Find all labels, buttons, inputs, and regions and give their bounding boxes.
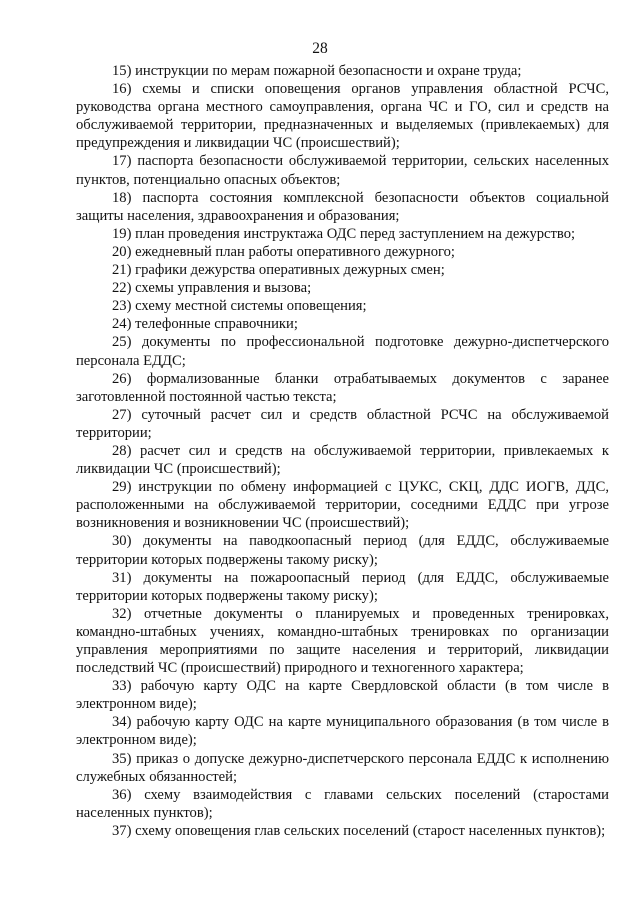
list-item-25: 25) документы по профессиональной подготовке дежурно-диспетчерского персонала ЕДДС; [76, 334, 609, 369]
list-item-19: 19) план проведения инструктажа ОДС перед заступлением на дежурство; [112, 225, 576, 242]
list-item-24: 24) телефонные справочники; [112, 316, 298, 333]
list-item-30: 30) документы на паводкоопасный период (для ЕДДС, обслуживаемые территории которых подвержены такому риску); [76, 533, 609, 568]
list-item-34: 34) рабочую карту ОДС на карте муниципального образования (в том числе в электронном виде); [76, 714, 609, 749]
list-item-29: 29) инструкции по обмену информацией с ЦУКС, СКЦ, ДДС ИОГВ, ДДС, расположенными на обслуживаемой территории, соседними ЕДДС при угрозе возникновения и возникновении ЧС (происшествий); [76, 479, 609, 532]
list-item-23: 23) схему местной системы оповещения; [112, 298, 367, 315]
list-item-17: 17) паспорта безопасности обслуживаемой территории, сельских населенных пунктов, потенциально опасных объектов; [76, 153, 609, 188]
list-item-36: 36) схему взаимодействия с главами сельских поселений (старостами населенных пунктов); [76, 786, 609, 821]
document-body [76, 62, 609, 840]
list-item-16: 16) схемы и списки оповещения органов управления областной РСЧС, руководства органа местного самоуправления, органа ЧС и ГО, сил и средств на обслуживаемой территории, предназначенных и выделяемых (привлекаемых) для предупреждения и ликвидации ЧС (происшествий); [76, 81, 609, 152]
list-item-37: 37) схему оповещения глав сельских поселений (старост населенных пунктов); [112, 822, 606, 839]
list-item-20: 20) ежедневный план работы оперативного дежурного; [112, 243, 455, 260]
page-number: 28 [312, 40, 328, 57]
list-item-26: 26) формализованные бланки отрабатываемых документов с заранее заготовленной постоянной частью текста; [76, 370, 609, 405]
list-item-22: 22) схемы управления и вызова; [112, 280, 312, 297]
list-item-18: 18) паспорта состояния комплексной безопасности объектов социальной защиты населения, здравоохранения и образования; [76, 189, 609, 224]
list-item-35: 35) приказ о допуске дежурно-диспетчерского персонала ЕДДС к исполнению служебных обязанностей; [76, 750, 609, 785]
list-item-32: 32) отчетные документы о планируемых и проведенных тренировках, командно-штабных учениях, командно-штабных тренировках по организации управления мероприятиями по защите населения и территорий, ликвидации последствий ЧС (происшествий) природного и техногенного характера; [76, 605, 609, 677]
list-item-15: 15) инструкции по мерам пожарной безопасности и охране труда; [112, 63, 522, 79]
list-item-28: 28) расчет сил и средств на обслуживаемой территории, привлекаемых к ликвидации ЧС (происшествий); [76, 442, 609, 478]
list-item-33: 33) рабочую карту ОДС на карте Свердловской области (в том числе в электронном виде); [76, 678, 609, 713]
list-item-27: 27) суточный расчет сил и средств областной РСЧС на обслуживаемой территории; [76, 406, 609, 441]
list-item-21: 21) графики дежурства оперативных дежурных смен; [112, 262, 445, 279]
list-item-31: 31) документы на пожароопасный период (для ЕДДС, обслуживаемые территории которых подвержены такому риску); [76, 569, 609, 604]
